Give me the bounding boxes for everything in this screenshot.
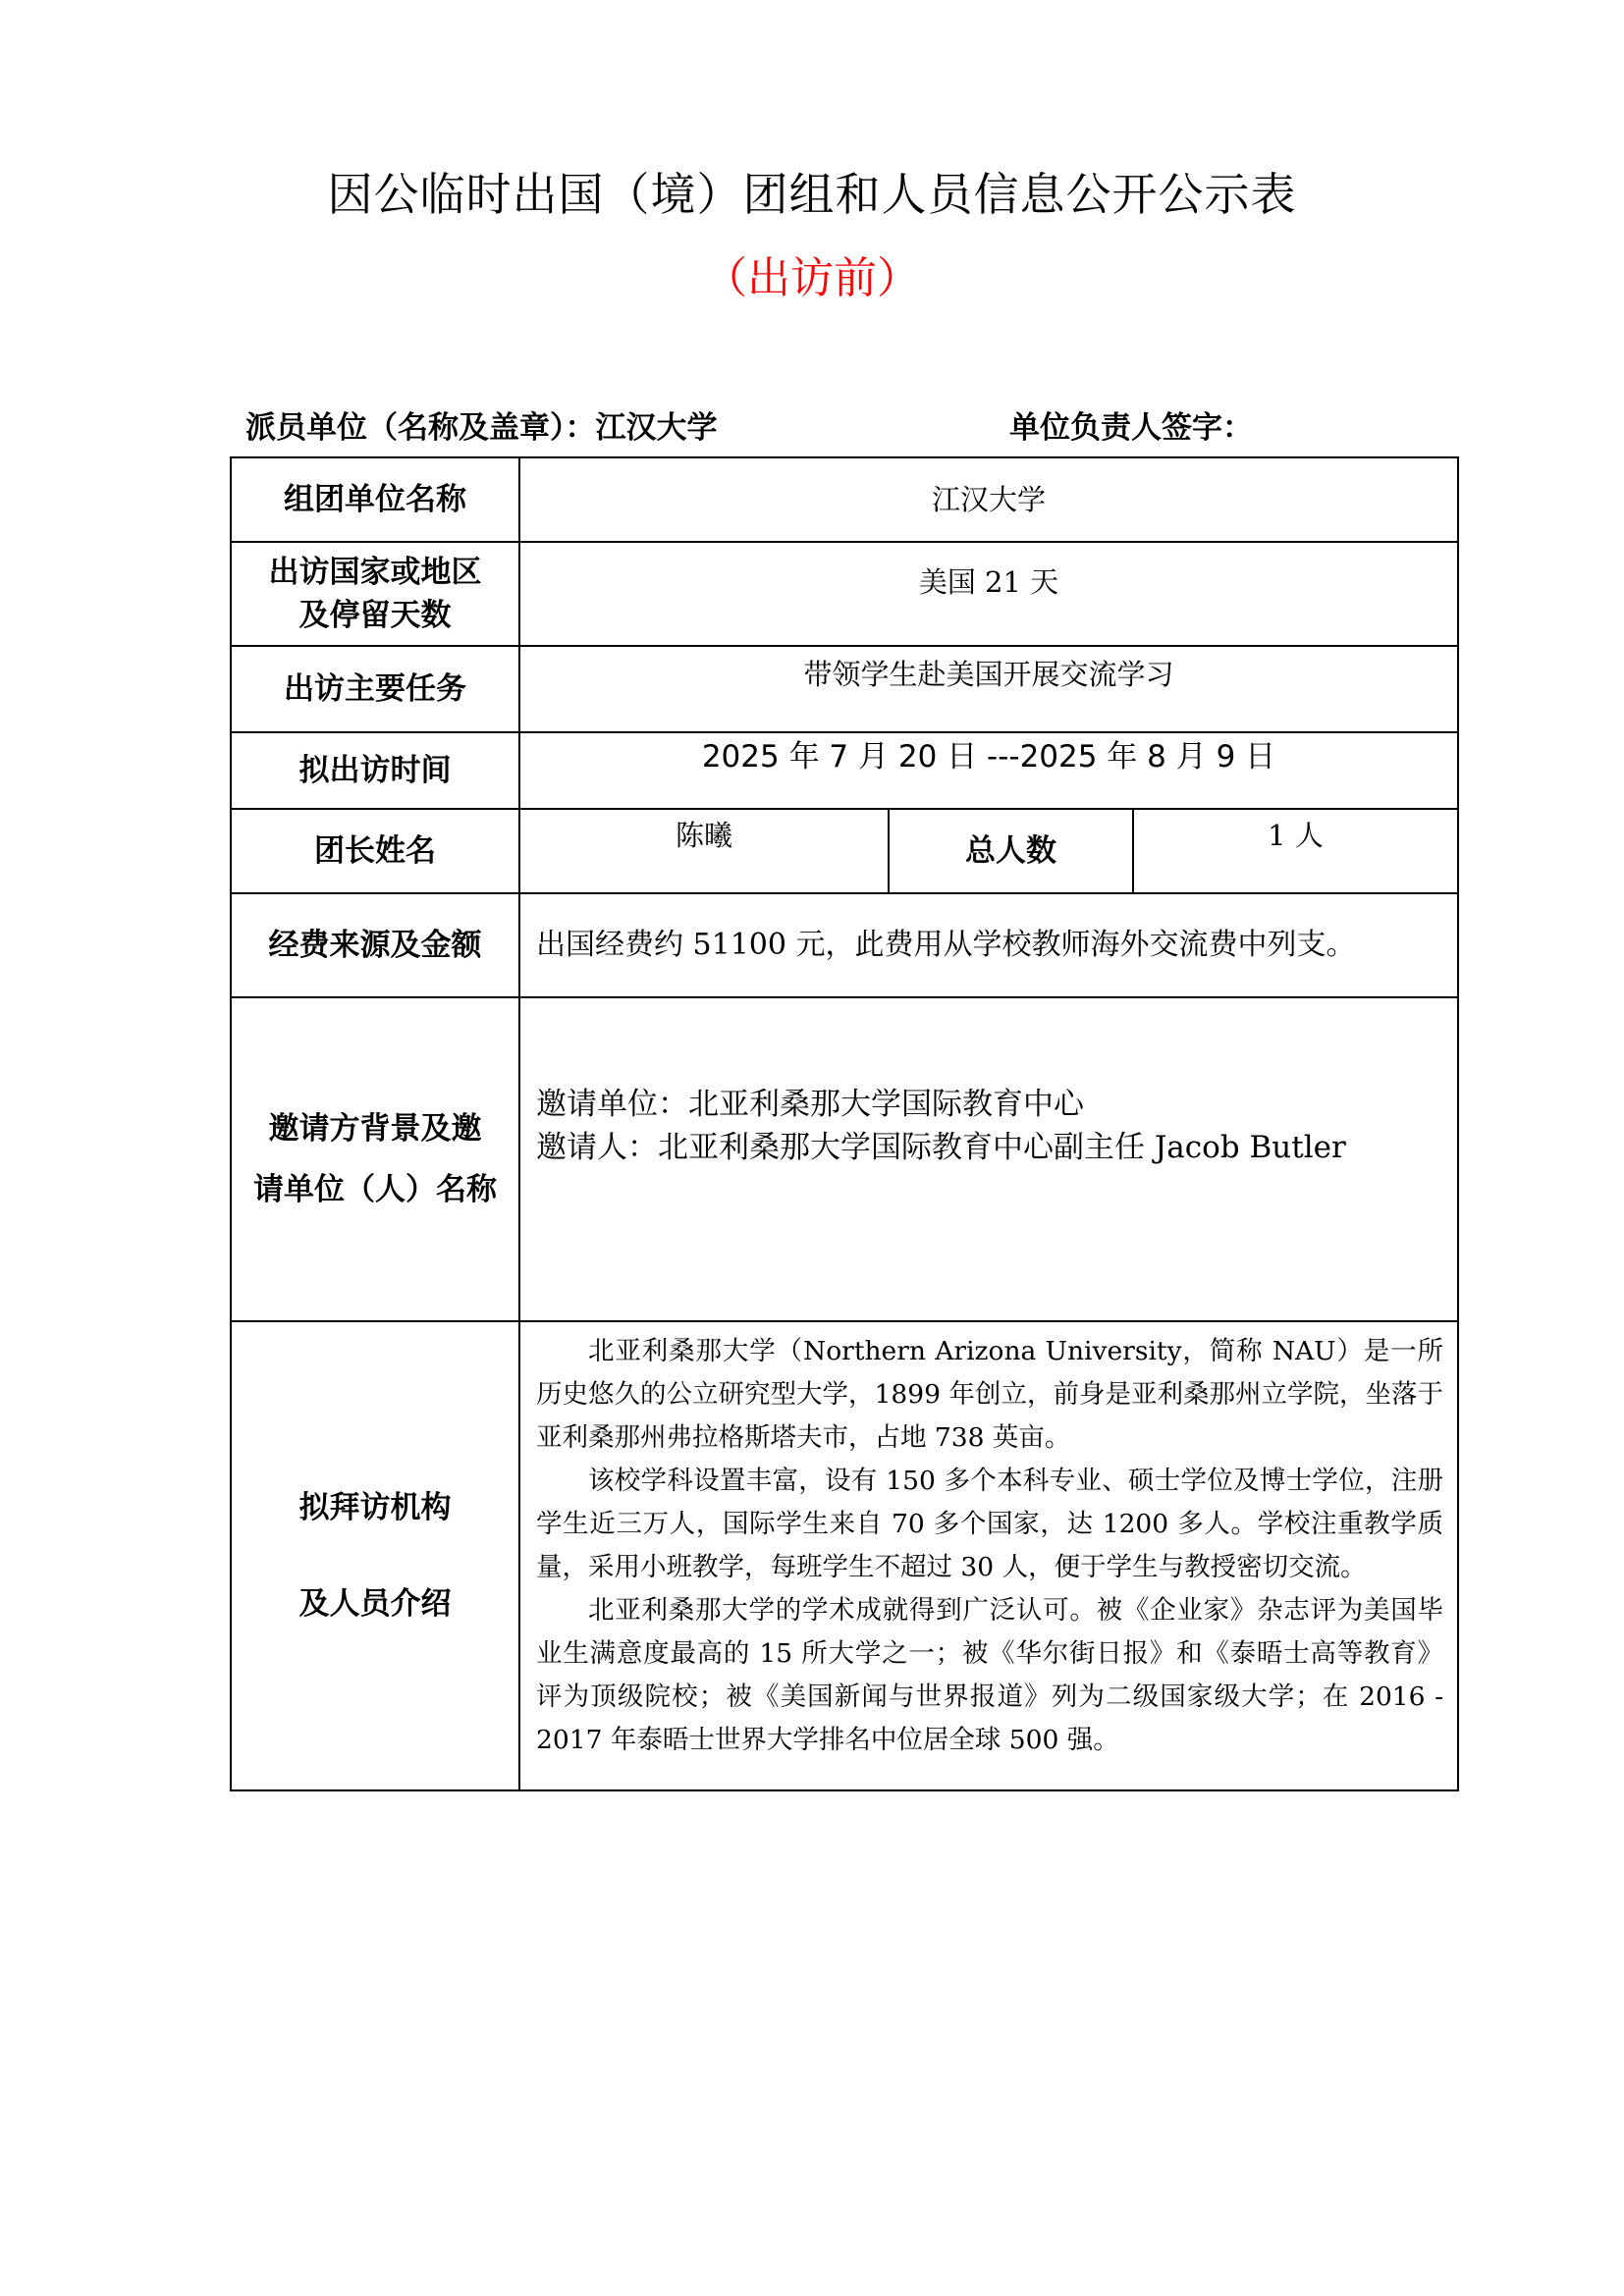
inviter-person: 邀请人：北亚利桑那大学国际教育中心副主任 Jacob Butler	[536, 1130, 1346, 1165]
visit-label	[231, 1321, 519, 1790]
visit-label-line2: 及人员介绍	[298, 1586, 452, 1622]
row-visit	[231, 1321, 1458, 1790]
funding-label: 经费来源及金额	[231, 893, 519, 997]
destination-label	[231, 542, 519, 646]
destination-value: 美国 21 天	[519, 542, 1458, 646]
destination-label-line1: 出访国家或地区	[268, 555, 482, 590]
info-table	[230, 456, 1459, 1791]
dispatch-unit-value: 江汉大学	[595, 410, 718, 446]
org-unit-label: 组团单位名称	[231, 457, 519, 542]
visit-paragraph: 北亚利桑那大学的学术成就得到广泛认可。被《企业家》杂志评为美国毕业生满意度最高的 15 所大学之一；被《华尔街日报》和《泰晤士高等教育》评为顶级院校；被《美国新闻与世界报道》列为二级国家级大学；在 2016 - 2017 年泰晤士世界大学排名中位居全球 500 强。	[536, 1595, 1444, 1755]
row-funding	[231, 893, 1458, 997]
row-inviter	[231, 997, 1458, 1321]
row-org-unit	[231, 457, 1458, 542]
row-destination	[231, 542, 1458, 646]
visit-label-line1: 拟拜访机构	[298, 1490, 452, 1525]
dispatch-unit-line	[245, 406, 718, 450]
inviter-label	[231, 997, 519, 1321]
row-schedule	[231, 732, 1458, 809]
inviter-label-line1: 邀请方背景及邀	[268, 1111, 482, 1147]
funding-value: 出国经费约 51100 元，此费用从学校教师海外交流费中列支。	[519, 893, 1458, 997]
visit-intro	[519, 1321, 1458, 1790]
signature-label: 单位负责人签字：	[1009, 410, 1253, 446]
inviter-unit: 邀请单位：北亚利桑那大学国际教育中心	[536, 1087, 1084, 1122]
row-mission	[231, 646, 1458, 732]
total-label: 总人数	[889, 809, 1133, 893]
visit-paragraph: 该校学科设置丰富，设有 150 多个本科专业、硕士学位及博士学位，注册学生近三万人，国际学生来自 70 多个国家，达 1200 多人。学校注重教学质量，采用小班教学，每班学生不超过 30 人，便于学生与教授密切交流。	[536, 1466, 1444, 1582]
document-subtitle: （出访前）	[704, 253, 920, 303]
destination-label-line2: 及停留天数	[298, 598, 452, 633]
leader-value: 陈曦	[519, 809, 889, 893]
schedule-value: 2025 年 7 月 20 日 ---2025 年 8 月 9 日	[519, 732, 1458, 809]
inviter-info	[519, 997, 1458, 1321]
total-value: 1 人	[1133, 809, 1458, 893]
inviter-label-line2: 请单位（人）名称	[253, 1172, 497, 1207]
dispatch-unit-label: 派员单位（名称及盖章）：	[245, 410, 596, 446]
leader-label: 团长姓名	[231, 809, 519, 893]
mission-label: 出访主要任务	[231, 646, 519, 732]
document-title: 因公临时出国（境）团组和人员信息公开公示表	[327, 168, 1297, 221]
schedule-label: 拟出访时间	[231, 732, 519, 809]
mission-value: 带领学生赴美国开展交流学习	[519, 646, 1458, 732]
row-leader	[231, 809, 1458, 893]
visit-paragraph: 北亚利桑那大学（Northern Arizona University，简称 NAU）是一所历史悠久的公立研究型大学，1899 年创立，前身是亚利桑那州立学院，坐落于亚利桑那州弗拉格斯塔夫市，占地 738 英亩。	[536, 1336, 1444, 1453]
org-unit-value: 江汉大学	[519, 457, 1458, 542]
